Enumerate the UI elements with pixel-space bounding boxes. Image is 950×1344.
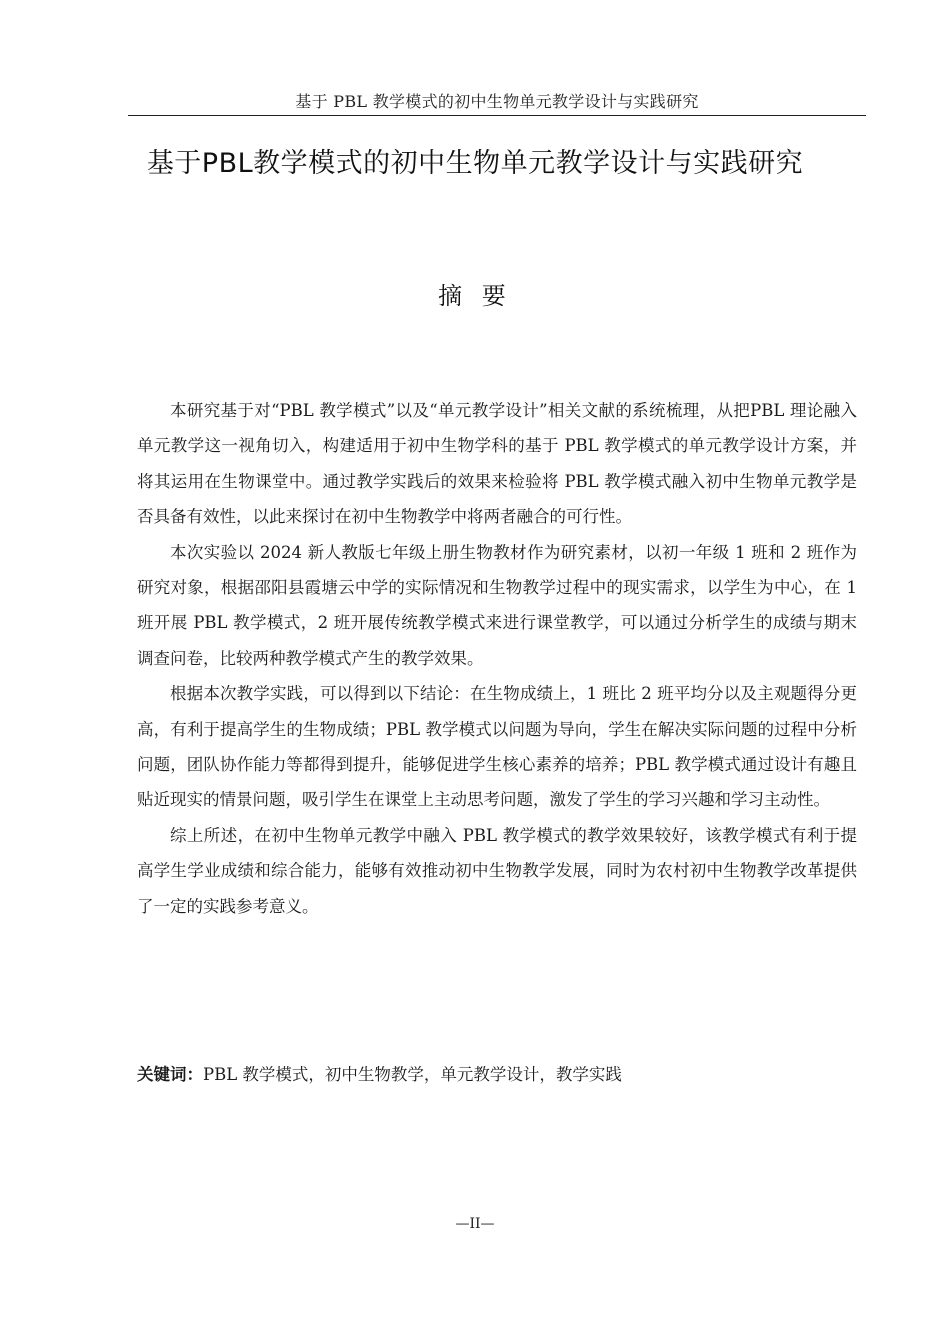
keywords	[137, 1061, 857, 1089]
keywords-text: PBL 教学模式，初中生物教学，单元教学设计，教学实践	[203, 1065, 622, 1084]
page-number: —II—	[455, 1216, 495, 1232]
abstract-paragraph: 本研究基于对“PBL 教学模式”以及“单元教学设计”相关文献的系统梳理，从把PBL 理论融入单元教学这一视角切入，构建适用于初中生物学科的基于 PBL 教学模式的单元教学设计方案，并将其运用在生物课堂中。通过教学实践后的效果来检验将 PBL 教学模式融入初中生物单元教学是否具备有效性，以此来探讨在初中生物教学中将两者融合的可行性。	[137, 401, 857, 527]
abstract-heading: 摘 要	[438, 282, 512, 310]
document-title: 基于PBL教学模式的初中生物单元教学设计与实践研究	[146, 148, 804, 179]
abstract-paragraph: 综上所述，在初中生物单元教学中融入 PBL 教学模式的教学效果较好，该教学模式有利于提高学生学业成绩和综合能力，能够有效推动初中生物教学发展，同时为农村初中生物教学改革提供了一定的实践参考意义。	[137, 825, 857, 916]
abstract-paragraph: 本次实验以 2024 新人教版七年级上册生物教材作为研究素材，以初一年级 1 班和 2 班作为研究对象，根据邵阳县霞塘云中学的实际情况和生物教学过程中的现实需求，以学生为中心，在 1 班开展 PBL 教学模式，2 班开展传统教学模式来进行课堂教学，可以通过分析学生的成绩与期末调查问卷，比较两种教学模式产生的教学效果。	[137, 542, 857, 668]
running-header: 基于 PBL 教学模式的初中生物单元教学设计与实践研究	[295, 92, 699, 111]
keywords-label: 关键词：	[137, 1065, 203, 1084]
abstract-body	[137, 393, 857, 924]
abstract-paragraph: 根据本次教学实践，可以得到以下结论：在生物成绩上，1 班比 2 班平均分以及主观题得分更高，有利于提高学生的生物成绩；PBL 教学模式以问题为导向，学生在解决实际问题的过程中分析问题，团队协作能力等都得到提升，能够促进学生核心素养的培养；PBL 教学模式通过设计有趣且贴近现实的情景问题，吸引学生在课堂上主动思考问题，激发了学生的学习兴趣和学习主动性。	[137, 684, 857, 810]
header-rule	[128, 115, 866, 116]
